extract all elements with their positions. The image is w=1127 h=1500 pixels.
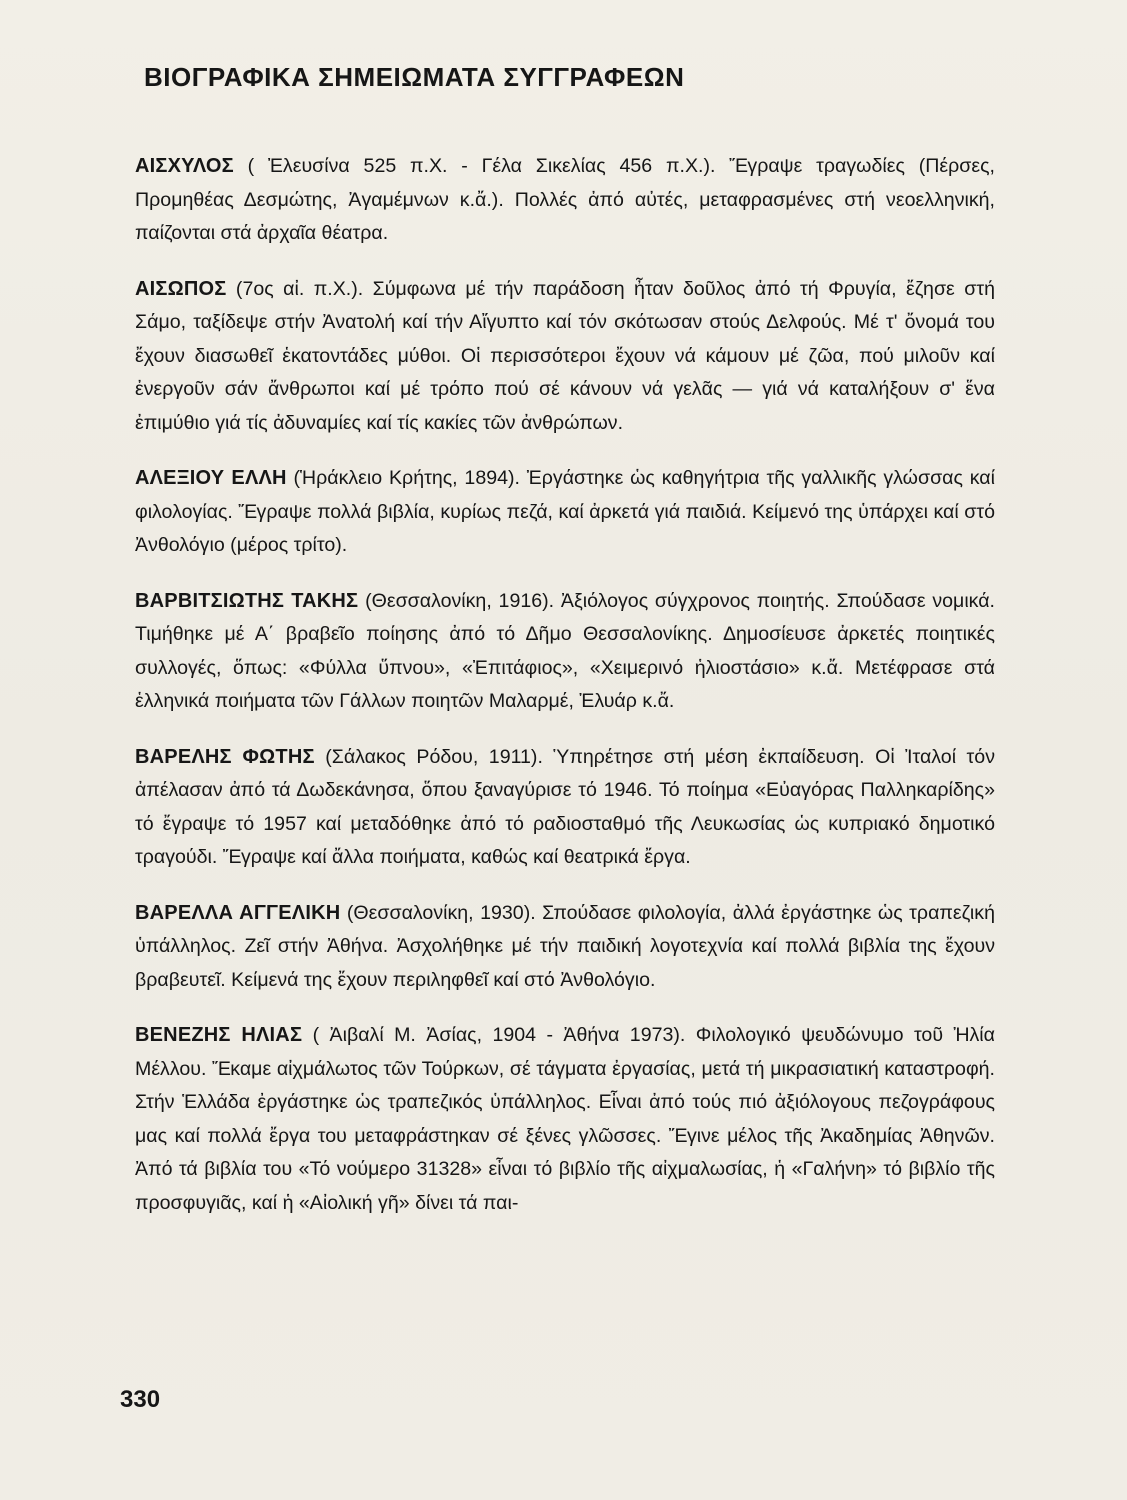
biography-entry — [135, 897, 995, 998]
author-name: ΑΙΣΧΥΛΟΣ — [135, 155, 234, 177]
biography-list — [135, 150, 995, 1242]
page-title: ΒΙΟΓΡΑΦΙΚΑ ΣΗΜΕΙΩΜΑΤΑ ΣΥΓΓΡΑΦΕΩΝ — [144, 62, 685, 92]
page-number: 330 — [120, 1386, 161, 1413]
author-bio: (Θεσσαλονίκη, 1930). Σπούδασε φιλολογία, ἀλλά ἐργάστηκε ὡς τραπεζική ὑπάλληλος. Ζεῖ στήν Ἀθήνα. Ἀσχολήθηκε μέ τήν παιδική λογοτεχνία καί πολλά βιβλία της ἔχουν βραβευτεῖ. Κείμενά της ἔχουν περιληφθεῖ καί στό Ἀνθολόγιο. — [135, 901, 995, 991]
author-name: ΒΑΡΕΛΛΑ ΑΓΓΕΛΙΚΗ — [135, 901, 341, 924]
author-bio: (Θεσσαλονίκη, 1916). Ἀξιόλογος σύγχρονος ποιητής. Σπούδασε νομικά. Τιμήθηκε μέ Α΄ βραβεῖο ποίησης ἀπό τό Δῆμο Θεσσαλονίκης. Δημοσίευσε ἀρκετές ποιητικές συλλογές, ὅπως: «Φύλλα ὕπνου», «Ἐπιτάφιος», «Χειμερινό ἡλιοστάσιο» κ.ἄ. Μετέφρασε στά ἑλληνικά ποιήματα τῶν Γάλλων ποιητῶν Μαλαρμέ, Ἐλυάρ κ.ἄ. — [135, 589, 995, 712]
author-name: ΒΕΝΕΖΗΣ ΗΛΙΑΣ — [135, 1024, 303, 1046]
author-name: ΒΑΡΕΛΗΣ ΦΩΤΗΣ — [135, 745, 315, 768]
author-bio: (Σάλακος Ρόδου, 1911). Ὑπηρέτησε στή μέση ἐκπαίδευση. Οἱ Ἰταλοί τόν ἀπέλασαν ἀπό τά Δωδεκάνησα, ὅπου ξαναγύρισε τό 1946. Τό ποίημα «Εὐαγόρας Παλληκαρίδης» τό ἔγραψε τό 1957 καί μεταδόθηκε ἀπό τό ραδιοσταθμό τῆς Λευκωσίας ὡς κυπριακό δημοτικό τραγούδι. Ἔγραψε καί ἄλλα ποιήματα, καθώς καί θεατρικά ἔργα. — [135, 745, 995, 868]
author-name: ΒΑΡΒΙΤΣΙΩΤΗΣ ΤΑΚΗΣ — [135, 589, 359, 612]
author-bio: (7ος αἰ. π.Χ.). Σύμφωνα μέ τήν παράδοση ἦταν δοῦλος ἀπό τή Φρυγία, ἔζησε στή Σάμο, ταξίδεψε στήν Ἀνατολή καί τήν Αἴγυπτο καί τόν σκότωσαν στούς Δελφούς. Μέ τ' ὄνομά του ἔχουν διασωθεῖ ἑκατοντάδες μύθοι. Οἱ περισσότεροι ἔχουν νά κάμουν μέ ζῶα, πού μιλοῦν καί ἐνεργοῦν σάν ἄνθρωποι καί μέ τρόπο πού σέ κάνουν νά γελᾶς — γιά νά καταλήξουν σ' ἕνα ἐπιμύθιο γιά τίς ἀδυναμίες καί τίς κακίες τῶν ἀνθρώπων. — [135, 277, 995, 434]
biography-entry — [135, 273, 995, 441]
biography-entry — [135, 150, 995, 251]
biography-entry — [135, 585, 995, 719]
author-name: ΑΛΕΞΙΟΥ ΕΛΛΗ — [135, 467, 287, 489]
biography-entry — [135, 462, 995, 563]
author-bio: ( Ἐλευσίνα 525 π.Χ. - Γέλα Σικελίας 456 π.Χ.). Ἔγραψε τραγωδίες (Πέρσες, Προμηθέας Δεσμώτης, Ἀγαμέμνων κ.ἄ.). Πολλές ἀπό αὐτές, μεταφρασμένες στή νεοελληνική, παίζονται στά ἀρχαῖα θέατρα. — [135, 155, 995, 244]
author-bio: (Ἡράκλειο Κρήτης, 1894). Ἐργάστηκε ὡς καθηγήτρια τῆς γαλλικῆς γλώσσας καί φιλολογίας. Ἔγραψε πολλά βιβλία, κυρίως πεζά, καί ἀρκετά γιά παιδιά. Κείμενό της ὑπάρχει καί στό Ἀνθολόγιο (μέρος τρίτο). — [135, 467, 995, 556]
biography-entry — [135, 1019, 995, 1220]
biography-entry — [135, 741, 995, 875]
author-name: ΑΙΣΩΠΟΣ — [135, 277, 227, 300]
author-bio: ( Ἀιβαλί Μ. Ἀσίας, 1904 - Ἀθήνα 1973). Φιλολογικό ψευδώνυμο τοῦ Ἠλία Μέλλου. Ἔκαμε αἰχμάλωτος τῶν Τούρκων, σέ τάγματα ἐργασίας, μετά τή μικρασιατική καταστροφή. Στήν Ἑλλάδα ἐργάστηκε ὡς τραπεζικός ὑπάλληλος. Εἶναι ἀπό τούς πιό ἀξιόλογους πεζογράφους μας καί πολλά ἔργα του μεταφράστηκαν σέ ξένες γλῶσσες. Ἔγινε μέλος τῆς Ἀκαδημίας Ἀθηνῶν. Ἀπό τά βιβλία του «Τό νούμερο 31328» εἶναι τό βιβλίο τῆς αἰχμαλωσίας, ἡ «Γαλήνη» τό βιβλίο τῆς προσφυγιᾶς, καί ἡ «Αἰολική γῆ» δίνει τά παι- — [135, 1024, 995, 1214]
